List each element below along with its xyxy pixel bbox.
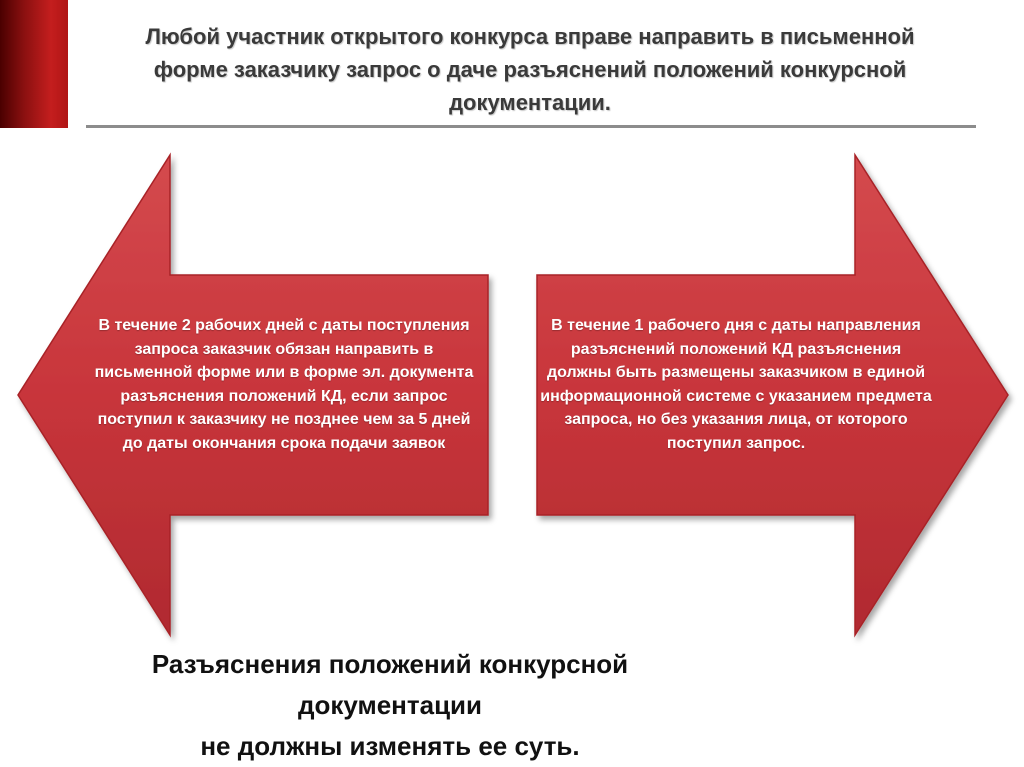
conclusion-text xyxy=(90,644,690,767)
conclusion-line-3: не должны изменять ее суть. xyxy=(200,731,580,761)
slide-title: Любой участник открытого конкурса вправе направить в письменной форме заказчику запрос о даче разъяснений положений конкурсной документации. xyxy=(145,24,915,115)
right-arrow-text: В течение 1 рабочего дня с даты направления разъяснений положений КД разъяснения должны быть размещены заказчиком в единой информационной системе с указанием предмета запроса, но без указания лица, от которого поступил запрос. xyxy=(540,317,932,452)
conclusion-line-2: документации xyxy=(297,690,483,720)
left-arrow-text: В течение 2 рабочих дней с даты поступления запроса заказчик обязан направить в письменной форме или в форме эл. документа разъяснения положений КД, если запрос поступил к заказчику не позднее чем за 5 дней до даты окончания срока подачи заявок xyxy=(94,317,474,452)
conclusion-line-1: Разъяснения положений конкурсной xyxy=(151,649,629,679)
